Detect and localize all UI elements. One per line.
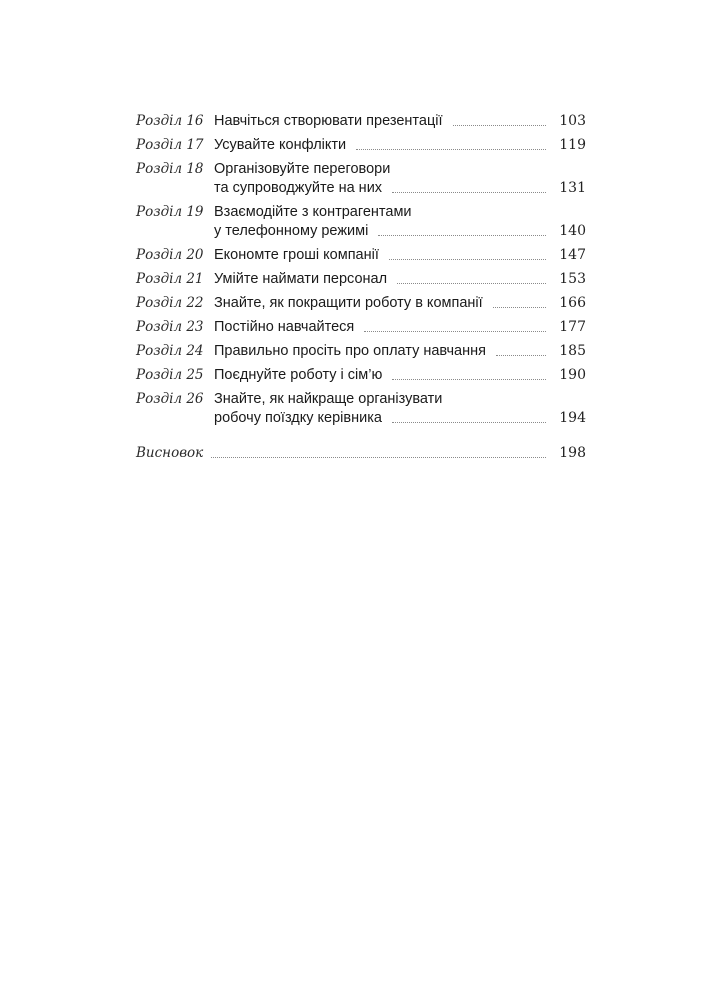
- chapter-title-line: Організовуйте переговори: [214, 161, 391, 177]
- page-number: 194: [559, 410, 586, 426]
- chapter-title: Економте гроші компанії: [214, 247, 379, 263]
- dot-leader: [397, 283, 546, 284]
- chapter-label: Розділ 25: [136, 367, 204, 383]
- page-number: 177: [559, 319, 586, 335]
- dot-leader: [496, 355, 546, 356]
- chapter-label: Розділ 24: [136, 343, 204, 359]
- dot-leader: [493, 307, 546, 308]
- toc-entry[interactable]: [136, 270, 586, 289]
- chapter-label: Розділ 20: [136, 247, 204, 263]
- chapter-label: Розділ 16: [136, 113, 204, 129]
- page-number: 185: [559, 343, 586, 359]
- toc-entry[interactable]: [136, 366, 586, 385]
- dot-leader: [356, 149, 546, 150]
- chapter-label: Розділ 21: [136, 271, 204, 287]
- page-number: 119: [559, 137, 586, 153]
- chapter-label: Розділ 19: [136, 204, 204, 220]
- toc-entry[interactable]: [136, 136, 586, 155]
- dot-leader: [392, 192, 546, 193]
- toc-entry[interactable]: [136, 294, 586, 313]
- chapter-title: Правильно просіть про оплату навчання: [214, 343, 486, 359]
- dot-leader: [211, 457, 546, 458]
- chapter-title: Умійте наймати персонал: [214, 271, 388, 287]
- page-number: 103: [559, 113, 586, 129]
- toc-entry[interactable]: [136, 246, 586, 265]
- toc-entry[interactable]: [136, 390, 586, 428]
- dot-leader: [378, 235, 546, 236]
- toc-entry[interactable]: [136, 160, 586, 198]
- page-number: 140: [559, 223, 586, 239]
- table-of-contents: [136, 112, 586, 468]
- chapter-title: Поєднуйте роботу і сім’ю: [214, 367, 383, 383]
- page-number: 190: [559, 367, 586, 383]
- dot-leader: [392, 379, 546, 380]
- conclusion-label: Висновок: [136, 445, 204, 461]
- chapter-title-line: Взаємодійте з контрагентами: [214, 204, 412, 220]
- page-number: 131: [559, 180, 586, 196]
- chapter-title: Знайте, як покращити роботу в компанії: [214, 295, 483, 311]
- page-number: 198: [559, 445, 586, 461]
- chapter-label: Розділ 22: [136, 295, 204, 311]
- chapter-title-line: Знайте, як найкраще організувати: [214, 391, 443, 407]
- toc-entry[interactable]: [136, 112, 586, 131]
- toc-entry[interactable]: [136, 342, 586, 361]
- chapter-title: Навчіться створювати презентації: [214, 113, 443, 129]
- toc-entry[interactable]: [136, 318, 586, 337]
- toc-entry-conclusion[interactable]: [136, 444, 586, 463]
- chapter-title-line: робочу поїздку керівника: [214, 410, 382, 426]
- chapter-label: Розділ 23: [136, 319, 204, 335]
- chapter-title-line: у телефонному режимі: [214, 223, 369, 239]
- chapter-label: Розділ 26: [136, 391, 204, 407]
- page-number: 166: [559, 295, 586, 311]
- dot-leader: [389, 259, 546, 260]
- dot-leader: [364, 331, 546, 332]
- chapter-title: Постійно навчайтеся: [214, 319, 355, 335]
- chapter-title-line: та супроводжуйте на них: [214, 180, 383, 196]
- chapter-title: Усувайте конфлікти: [214, 137, 347, 153]
- dot-leader: [453, 125, 547, 126]
- chapter-label: Розділ 17: [136, 137, 204, 153]
- page-number: 147: [559, 247, 586, 263]
- toc-entry[interactable]: [136, 203, 586, 241]
- chapter-label: Розділ 18: [136, 161, 204, 177]
- dot-leader: [392, 422, 546, 423]
- page-number: 153: [559, 271, 586, 287]
